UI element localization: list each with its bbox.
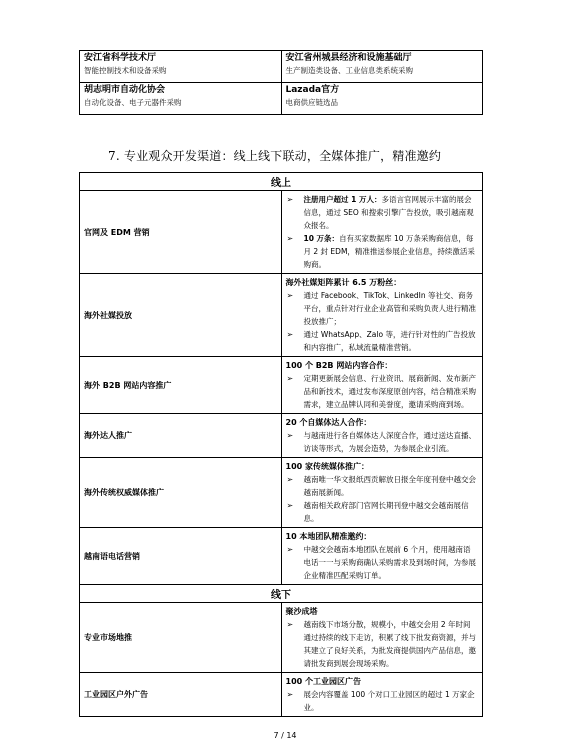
channels-table <box>79 172 483 717</box>
arrow-bullet-icon: ➢ <box>286 545 294 554</box>
bullet-item <box>286 473 479 499</box>
arrow-bullet-icon: ➢ <box>286 234 294 243</box>
partner-name: Lazada官方 <box>285 85 340 95</box>
channel-subtitle: 10 本地团队精准邀约： <box>285 532 372 541</box>
arrow-bullet-icon: ➢ <box>286 620 294 629</box>
arrow-bullet-icon: ➢ <box>286 431 294 440</box>
channel-row <box>80 274 483 357</box>
arrow-bullet-icon: ➢ <box>286 291 294 300</box>
partner-name: 安江省科学技术厅 <box>84 53 157 63</box>
bullet-item <box>286 372 479 411</box>
channel-content <box>281 191 483 274</box>
partner-cell <box>80 83 282 115</box>
bullet-text: 越南线下市场分散，规模小，中越交会用 2 年时间通过持续的线下走访，积累了线下批发商资源，并与其建立了良好关系，为批发商提供国内产品信息，邀请批发商到展会现场采购。 <box>303 620 476 668</box>
bullet-item <box>286 193 479 232</box>
partner-cell <box>281 83 483 115</box>
channel-content <box>281 603 483 673</box>
bullet-text: 越南唯一华文报纸西贡解放日报全年度刊登中越交会越南展新闻。 <box>303 475 476 497</box>
section-header-row <box>80 585 483 603</box>
bullet-list <box>286 473 479 525</box>
partner-desc: 自动化设备、电子元器件采购 <box>84 98 182 107</box>
channel-label: 海外达人推广 <box>80 414 282 458</box>
arrow-bullet-icon: ➢ <box>286 690 294 699</box>
bullet-item <box>286 289 479 328</box>
channel-row <box>80 528 483 585</box>
section-header-row <box>80 173 483 191</box>
channel-label: 专业市场地推 <box>80 603 282 673</box>
bullet-list <box>286 688 479 714</box>
arrow-bullet-icon: ➢ <box>286 330 294 339</box>
partner-desc: 智能控制技术和设备采购 <box>84 66 167 75</box>
channel-content <box>281 673 483 717</box>
section-header: 线上 <box>80 173 483 191</box>
partner-name: 胡志明市自动化协会 <box>84 85 166 95</box>
bullet-highlight: 注册用户超过 1 万人： <box>303 195 382 204</box>
bullet-list <box>286 193 479 271</box>
channel-row <box>80 357 483 414</box>
bullet-text: 通过 WhatsApp、Zalo 等，进行针对性的广告投放和内容推广，私域流量精准营销。 <box>303 330 476 352</box>
bullet-highlight: 10 万条： <box>303 234 340 243</box>
channel-subtitle: 100 个 B2B 网站内容合作： <box>285 361 393 370</box>
channel-content <box>281 414 483 458</box>
bullet-item <box>286 232 479 271</box>
channel-content <box>281 528 483 585</box>
bullet-text: 自有买家数据库 10 万条采购商信息，每月 2 封 EDM，精准推送参展企业信息，持续激活采购商。 <box>303 234 475 269</box>
partner-cell <box>80 51 282 83</box>
arrow-bullet-icon: ➢ <box>286 501 294 510</box>
bullet-list <box>286 543 479 582</box>
bullet-item <box>286 499 479 525</box>
bullet-text: 多语言官网展示丰富的展会信息，通过 SEO 和搜索引擎广告投放，吸引越南观众报名。 <box>303 195 474 230</box>
channel-subtitle: 100 家传统媒体推广： <box>285 462 369 471</box>
channel-label: 工业园区户外广告 <box>80 673 282 717</box>
channel-row <box>80 673 483 717</box>
section-header: 线下 <box>80 585 483 603</box>
bullet-list <box>286 618 479 670</box>
bullet-text: 越南相关政府部门官网长期刊登中越交会越南展信息。 <box>303 501 469 523</box>
bullet-text: 通过 Facebook、TikTok、LinkedIn 等社交、商务平台，重点针对行业企业高管和采购负责人进行精准投放推广； <box>303 291 476 326</box>
channel-row <box>80 191 483 274</box>
bullet-text: 与越南进行各自媒体达人深度合作，通过送达直播、访谈等形式，为展会造势，为参展企业引流。 <box>303 431 476 453</box>
partner-cell <box>281 51 483 83</box>
arrow-bullet-icon: ➢ <box>286 475 294 484</box>
channel-content <box>281 274 483 357</box>
channel-label: 官网及 EDM 营销 <box>80 191 282 274</box>
channel-label: 海外社媒投放 <box>80 274 282 357</box>
section-heading: 7. 专业观众开发渠道：线上线下联动，全媒体推广，精准邀约 <box>108 149 442 163</box>
channel-subtitle: 聚沙成塔 <box>285 607 318 616</box>
channel-subtitle: 海外社媒矩阵累计 6.5 万粉丝： <box>285 278 402 287</box>
partner-table <box>79 50 483 115</box>
page-number: 7 / 14 <box>273 731 297 740</box>
bullet-item <box>286 543 479 582</box>
channel-label: 海外 B2B 网站内容推广 <box>80 357 282 414</box>
arrow-bullet-icon: ➢ <box>286 374 294 383</box>
bullet-item <box>286 618 479 670</box>
partner-row <box>80 51 483 83</box>
channel-row <box>80 458 483 528</box>
arrow-bullet-icon: ➢ <box>286 195 294 204</box>
channel-row <box>80 414 483 458</box>
bullet-list <box>286 429 479 455</box>
bullet-item <box>286 429 479 455</box>
channel-subtitle: 20 个自媒体达人合作： <box>285 418 372 427</box>
partner-desc: 生产制造类设备、工业信息类系统采购 <box>285 66 413 75</box>
channel-label: 海外传统权威媒体推广 <box>80 458 282 528</box>
bullet-item <box>286 688 479 714</box>
channel-row <box>80 603 483 673</box>
partner-name: 安江省州城县经济和设施基础厅 <box>285 53 412 63</box>
channel-content <box>281 458 483 528</box>
bullet-text: 展会内容覆盖 100 个对口工业园区的超过 1 万家企业。 <box>303 690 475 712</box>
bullet-text: 定期更新展会信息、行业资讯、展商新闻、发布新产品和新技术，通过发布深度原创内容，结合精准采购需求，建立品牌认同和美誉度，邀请采购商到场。 <box>303 374 476 409</box>
channel-subtitle: 100 个工业园区广告 <box>285 677 361 686</box>
bullet-text: 中越交会越南本地团队在展前 6 个月，使用越南语电话一一与采购商确认采购需求及到场时间，为参展企业精准匹配采购订单。 <box>303 545 476 580</box>
bullet-list <box>286 372 479 411</box>
partner-desc: 电商供应链选品 <box>285 98 338 107</box>
channel-label: 越南语电话营销 <box>80 528 282 585</box>
bullet-item <box>286 328 479 354</box>
bullet-list <box>286 289 479 354</box>
partner-row <box>80 83 483 115</box>
channel-content <box>281 357 483 414</box>
